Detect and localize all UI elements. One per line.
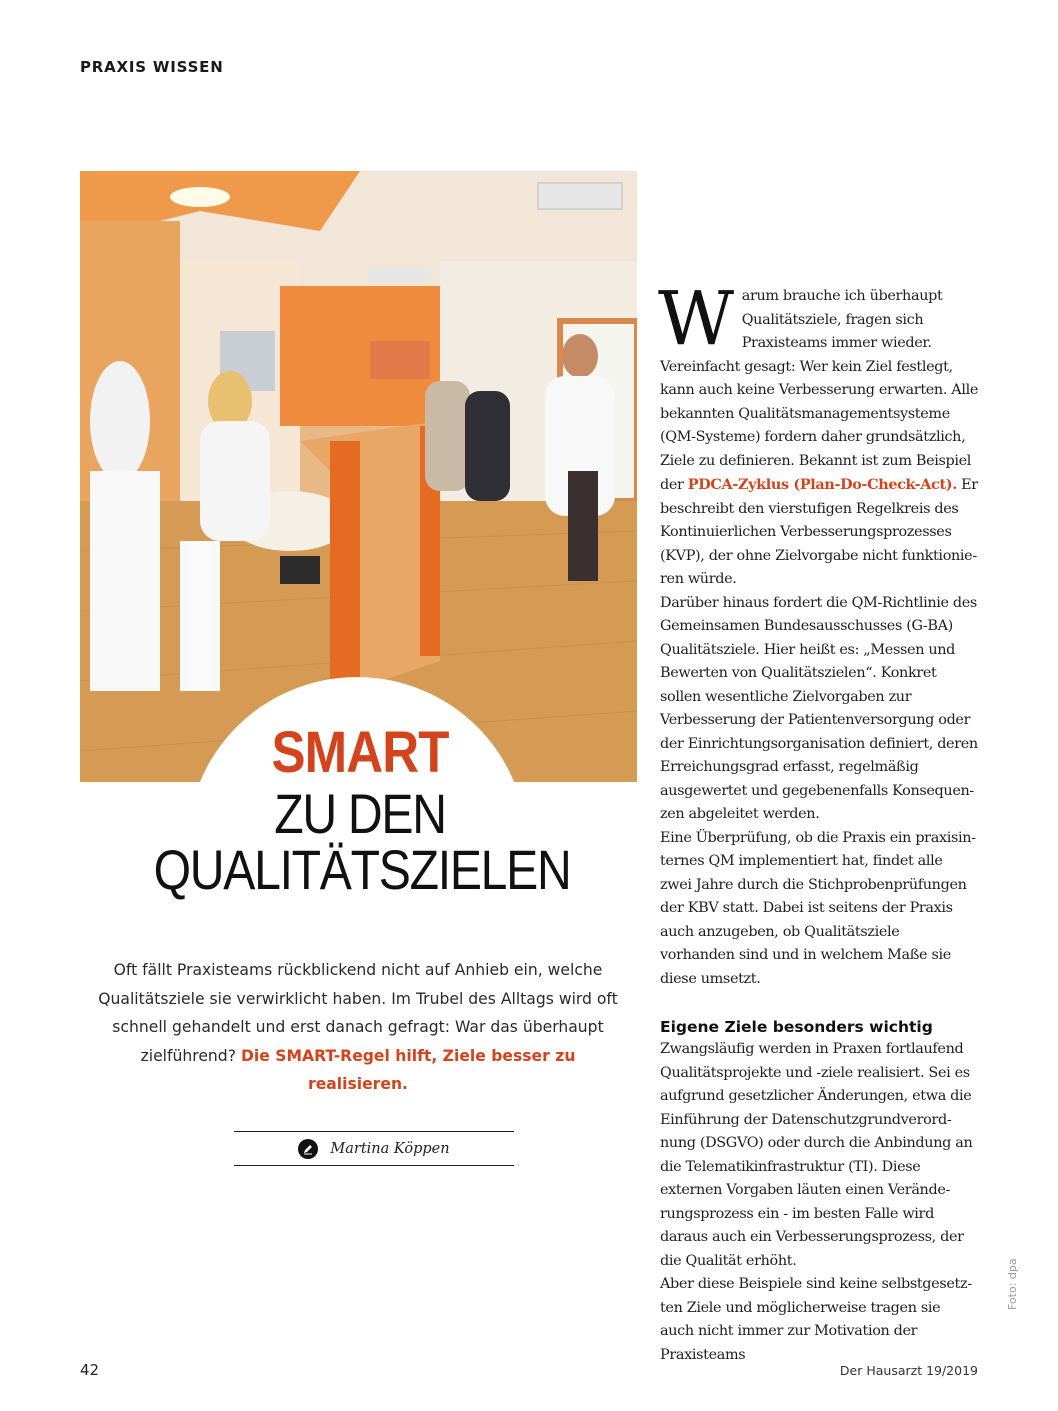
body-paragraph-4: Zwangsläufig werden in Praxen fortlaufend Qualitätsprojekte und -ziele realisiert. Sei es aufgrund gesetzlicher Änderungen, etwa die Einführung der Datenschutzgrundverord-nung (DSGVO) oder durch die Anbindung an die Telematikinfrastruktur (TI). Diese externen Vorgaben läuten einen Verände-rungsprozess ein - im besten Falle wird daraus auch ein Verbesserungsprozess, der die Qualität erhöht.: [660, 1041, 973, 1269]
title-line-3: QUALITÄTSZIELEN: [153, 838, 571, 901]
journal-issue: Der Hausarzt 19/2019: [839, 1363, 978, 1378]
p1-start: arum brauche ich überhaupt Qualitätsziele, fragen sich Praxisteams immer wieder. Vereinfacht gesagt: Wer kein Ziel festlegt, kann auch keine Verbesserung erwarten. Alle bekannten Qualitätsmanagementsysteme (QM-Systeme) fordern daher grundsätzlich, Ziele zu definieren. Bekannt ist zum Beispiel der: [660, 288, 978, 493]
body-paragraph-2: Darüber hinaus fordert die QM-Richtlinie des Gemeinsamen Bundesausschusses (G-BA) Qualitätsziele. Hier heißt es: „Messen und Bewerten von Qualitätszielen“. Konkret sollen wesentliche Zielvorgaben zur Verbesserung der Patientenversorgung oder der Einrichtungsorganisation definiert, deren Erreichungsgrad erfasst, regelmäßig ausgewertet und gegebenenfalls Konsequen-zen abgeleitet werden.: [660, 594, 978, 822]
lead-text: Oft fällt Praxisteams rückblickend nicht auf Anhieb ein, welche Qualitätsziele sie verwirklicht haben. Im Trubel des Alltags wird oft schnell gehandelt und erst danach gefragt: War das überhaupt zielführend?: [98, 961, 618, 1065]
article-body: [658, 276, 978, 1367]
byline: [234, 1131, 514, 1166]
body-paragraph-1: [658, 276, 978, 592]
article-photo: [80, 171, 637, 782]
pen-icon: [298, 1139, 318, 1159]
lead-paragraph: [88, 956, 628, 1099]
p1-end: Er beschreibt den vierstufigen Regelkreis des Kontinuierlichen Verbesserungsprozesses (KVP), der ohne Zielvorgabe nicht funktionie-ren würde.: [660, 477, 978, 587]
title-line-2: ZU DEN: [274, 782, 446, 845]
title-highlight: SMART: [271, 720, 449, 785]
article-title: [120, 720, 600, 901]
body-paragraph-5: Aber diese Beispiele sind keine selbstgesetz-ten Ziele und möglicherweise tragen sie auch nicht immer zur Motivation der Praxisteams: [660, 1276, 972, 1363]
pdca-highlight: PDCA-Zyklus (Plan-Do-Check-Act).: [687, 476, 957, 493]
subheading: Eigene Ziele besonders wichtig: [660, 1018, 933, 1036]
section-label: PRAXIS WISSEN: [80, 58, 224, 76]
white-arc-overlay: [80, 171, 637, 782]
author-name: Martina Köppen: [330, 1140, 450, 1157]
dropcap: W: [658, 276, 734, 362]
photo-credit: Foto: dpa: [1006, 1258, 1019, 1310]
page-number: 42: [80, 1361, 100, 1379]
body-paragraph-3: Eine Überprüfung, ob die Praxis ein praxisin-ternes QM implementiert hat, findet alle zwei Jahre durch die Stichprobenprüfungen der KBV statt. Dabei ist seitens der Praxis auch anzugeben, ob Qualitätsziele vorhanden sind und in welchem Maße sie diese umsetzt.: [660, 829, 976, 987]
lead-highlight: Die SMART-Regel hilft, Ziele besser zu realisieren.: [240, 1046, 576, 1093]
